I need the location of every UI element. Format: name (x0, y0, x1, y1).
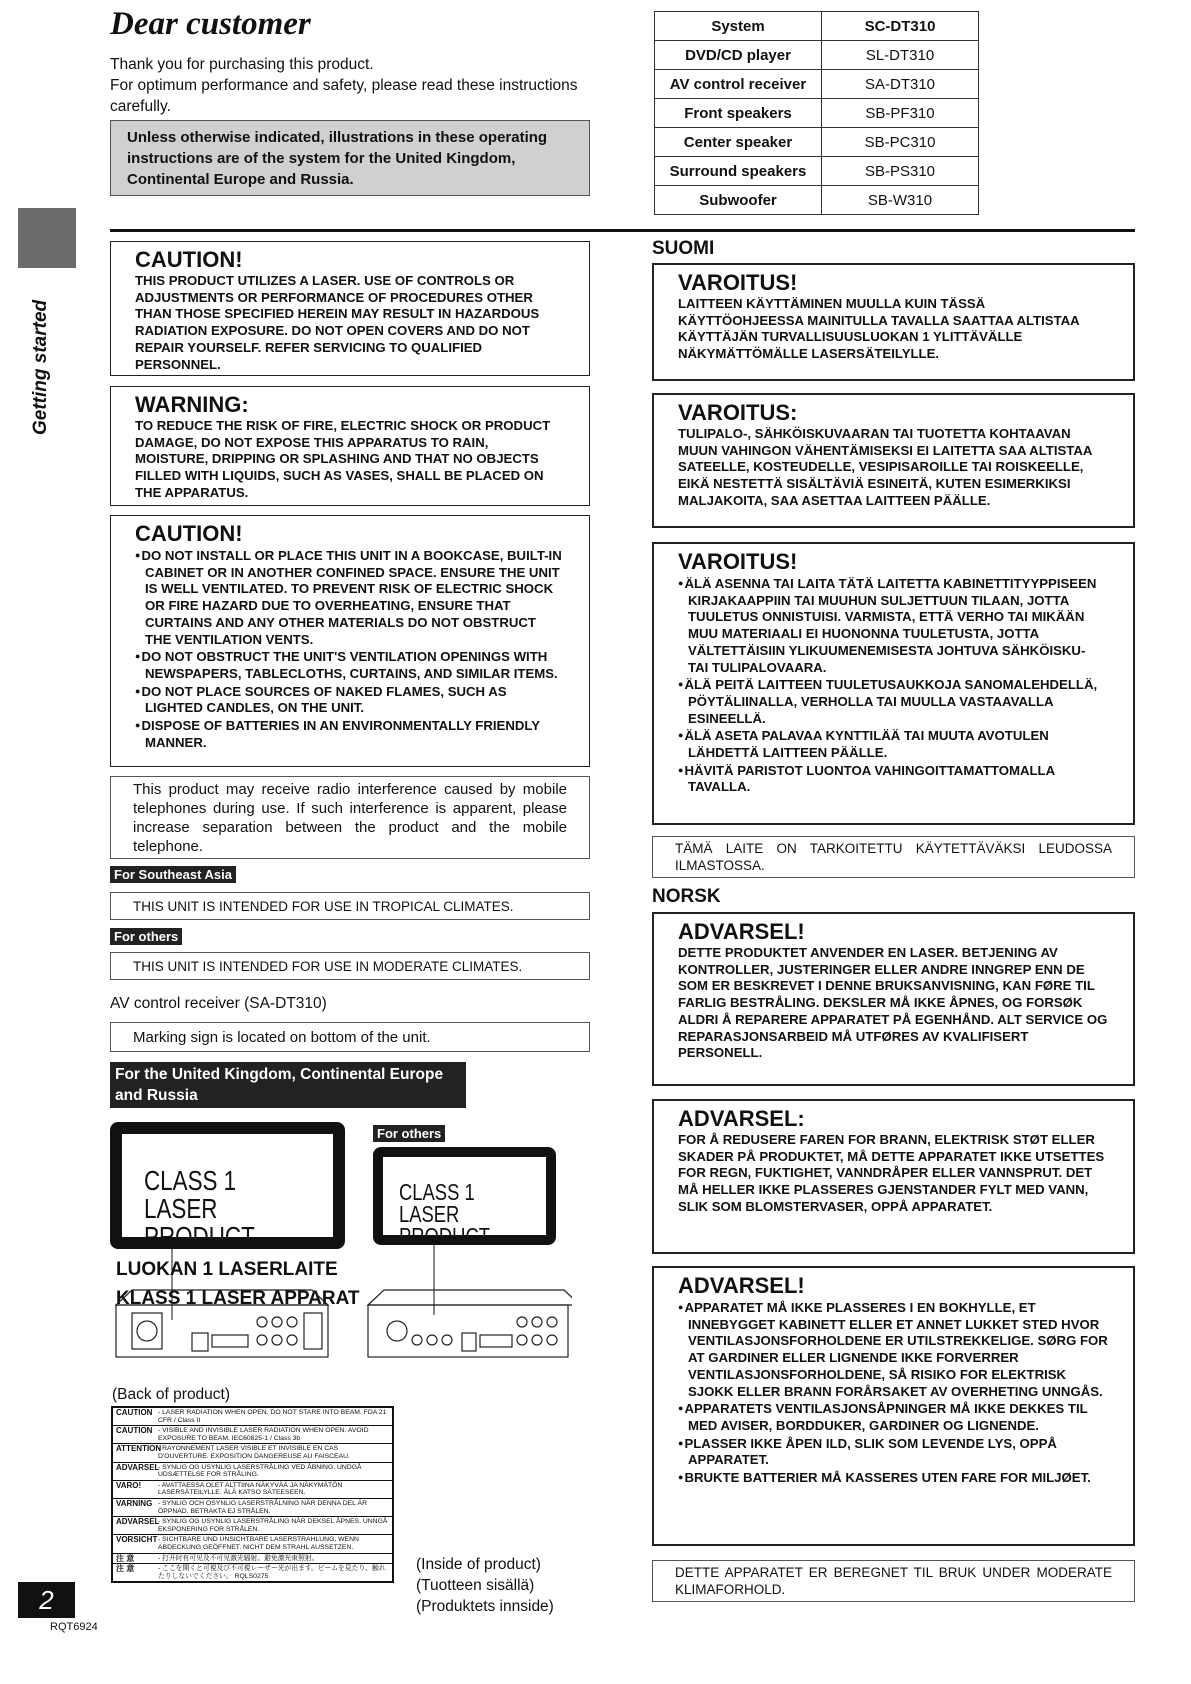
list-item: ● ÄLÄ PEITÄ LAITTEEN TUULETUSAUKKOJA SANOMALEHDELLÄ, PÖYTÄLIINALLA, VERHOLLA TAI MUULLA VASTAAVALLA ESINEELLÄ. (678, 676, 1109, 727)
document-code: RQT6924 (50, 1621, 98, 1633)
region-tag-others-2: For others (373, 1125, 445, 1142)
varoitus-text: LAITTEEN KÄYTTÄMINEN MUULLA KUIN TÄSSÄ KÄYTTÖOHJEESSA MAINITULLA TAVALLA SAATTAA ALTISTAA KÄYTTÄJÄN TURVALLISUUSLUOKAN 1 YLITTÄVÄLLE NÄKYMÄTTÖMÄLLE LASERSÄTEILYLLE. (678, 296, 1080, 362)
system-table-row (655, 157, 979, 186)
warning-label-row (113, 1564, 392, 1581)
laser-product-text: LASER PRODUCT (399, 1201, 490, 1249)
warning-label-key: 注 意 (116, 1564, 135, 1574)
region-tag-others: For others (110, 928, 182, 945)
warning-label-text: - SYNLIG OG USYNLIG LASERSTRÅLING VED ÅBNING. UNDGÅ UDSÆTTELSE FOR STRÅLING. (158, 1463, 362, 1479)
varoitus-ventilation-box (652, 542, 1135, 825)
page-number: 2 (18, 1582, 75, 1618)
caution-list (135, 547, 565, 751)
system-table-row (655, 70, 979, 99)
warning-label-row (113, 1535, 392, 1553)
caution-box (110, 241, 590, 376)
varoitus-heading: VAROITUS: (678, 400, 798, 425)
model-number: SB-PC310 (822, 128, 979, 157)
laser-class-text: CLASS 1 (399, 1179, 475, 1205)
inside-caption-en: (Inside of product) (416, 1556, 541, 1573)
laser-class-text: CLASS 1 (144, 1165, 237, 1196)
warning-label-key: ATTENTION (116, 1444, 162, 1454)
list-item: ● ÄLÄ ASETA PALAVAA KYNTTILÄÄ TAI MUUTA AVOTULEN LÄHDETTÄ LAITTEEN PÄÄLLE. (678, 727, 1109, 761)
varoitus-laser-box (652, 263, 1135, 381)
intro-line-1: Thank you for purchasing this product. (110, 56, 374, 73)
radio-interference-note: This product may receive radio interference caused by mobile telephones during use. If such interference is apparent, please increase separation between the product and the mobile telephone. (110, 776, 590, 859)
caution-text: THIS PRODUCT UTILIZES A LASER. USE OF CONTROLS OR ADJUSTMENTS OR PERFORMANCE OF PROCEDURES OTHER THAN THOSE SPECIFIED HEREIN MAY RESULT IN HAZARDOUS RADIATION EXPOSURE. DO NOT OPEN COVERS AND DO NOT REPAIR YOURSELF. REFER SERVICING TO QUALIFIED PERSONNEL. (135, 273, 540, 372)
warning-label-key: CAUTION (116, 1426, 153, 1436)
warning-label-row (113, 1426, 392, 1444)
finnish-laser-class: LUOKAN 1 LASERLAITE (116, 1259, 338, 1280)
region-tag-uk: For the United Kingdom, Continental Europe and Russia (110, 1062, 466, 1108)
system-table-row (655, 12, 979, 41)
advarsel-heading: ADVARSEL! (678, 919, 805, 944)
system-table-row (655, 99, 979, 128)
region-tag-asia: For Southeast Asia (110, 866, 236, 883)
warning-label-text: - SICHTBARE UND UNSICHTBARE LASERSTRAHLUNG, WENN ABDECKUNG GEÖFFNET. NICHT DEM STRAHL AUSSETZEN. (158, 1536, 359, 1551)
warning-label-text: - ここを開くと可視及び不可視レーザー光が出ます。ビームを見たり、触れたりしないでください。 RQLS0275 (158, 1565, 386, 1580)
inside-caption (416, 1554, 554, 1617)
warning-label-row (113, 1517, 392, 1535)
list-item: ● DO NOT PLACE SOURCES OF NAKED FLAMES, SUCH AS LIGHTED CANDLES, ON THE UNIT. (135, 683, 565, 717)
advarsel-text: FOR Å REDUSERE FAREN FOR BRANN, ELEKTRISK STØT ELLER SKADER PÅ PRODUKTET, MÅ DETTE APPARATET IKKE UTSETTES FOR REGN, FUKTIGHET, VANNDRÅPER ELLER VANNSPRUT. DET MÅ HELLER IKKE PLASSERES GJENSTANDER FYLT MED VANN, SLIK SOM BLOMSTERVASER, OPPÅ APPARATET. (678, 1132, 1105, 1214)
warning-label-row (113, 1408, 392, 1426)
component-name: Surround speakers (655, 157, 822, 186)
warning-label-key: VORSICHT (116, 1535, 158, 1545)
warning-label-key: ADVARSEL (116, 1462, 160, 1472)
moderate-climate-note: THIS UNIT IS INTENDED FOR USE IN MODERATE CLIMATES. (110, 952, 590, 980)
norsk-heading: NORSK (652, 886, 721, 907)
warning-box (110, 386, 590, 506)
warning-label-text: - LASER RADIATION WHEN OPEN. DO NOT STARE INTO BEAM. FDA 21 CFR / Class II (158, 1409, 387, 1424)
model-number: SA-DT310 (822, 70, 979, 99)
swedish-laser-class: KLASS 1 LASER APPARAT (116, 1288, 360, 1309)
component-name: Subwoofer (655, 186, 822, 215)
list-item: ● APPARATETS VENTILASJONSÅPNINGER MÅ IKKE DEKKES TIL MED AVISER, BORDDUKER, GARDINER OG LIGNENDE. (678, 1400, 1109, 1434)
list-item: ● DO NOT OBSTRUCT THE UNIT'S VENTILATION OPENINGS WITH NEWSPAPERS, TABLECLOTHS, CURTAINS, AND SIMILAR ITEMS. (135, 648, 565, 682)
suomi-climate-note: TÄMÄ LAITE ON TARKOITETTU KÄYTETTÄVÄKSI LEUDOSSA ILMASTOSSA. (652, 836, 1135, 878)
inside-caption-no: (Produktets innside) (416, 1598, 554, 1615)
varoitus-heading: VAROITUS! (678, 549, 798, 574)
advarsel-text: DETTE PRODUKTET ANVENDER EN LASER. BETJENING AV KONTROLLER, JUSTERINGER ELLER ANDRE INNGREP ENN DE SOM ER BESKREVET I DENNE BRUKSANVISNING, KAN FØRE TIL FARLIG BESTRÅLING. DEKSLER MÅ IKKE ÅPNES, OG FORSØK ALDRI Å REPARERE APPARATET PÅ EGENHÅND. ALT SERVICE OG REPARASJONSARBEID MÅ UTFØRES AV KVALIFISERT PERSONELL. (678, 945, 1108, 1061)
list-item: ● BRUKTE BATTERIER MÅ KASSERES UTEN FARE FOR MILJØET. (678, 1469, 1109, 1487)
component-name: Center speaker (655, 128, 822, 157)
list-item: ● DO NOT INSTALL OR PLACE THIS UNIT IN A BOOKCASE, BUILT-IN CABINET OR IN ANOTHER CONFINED SPACE. ENSURE THE UNIT IS WELL VENTILATED. TO PREVENT RISK OF ELECTRIC SHOCK OR FIRE HAZARD DUE TO OVERHEATING, ENSURE THAT CURTAINS AND ANY OTHER MATERIALS DO NOT OBSTRUCT THE VENTILATION VENTS. (135, 547, 565, 648)
suomi-heading: SUOMI (652, 238, 715, 259)
model-number: SB-PS310 (822, 157, 979, 186)
warning-label-row (113, 1554, 392, 1565)
warning-label-row (113, 1499, 392, 1517)
list-item: ● HÄVITÄ PARISTOT LUONTOA VAHINGOITTAMATTOMALLA TAVALLA. (678, 762, 1109, 796)
list-item: ● APPARATET MÅ IKKE PLASSERES I EN BOKHYLLE, ET INNEBYGGET KABINETT ELLER ET ANNET LUKKET STED HVOR VENTILASJONSFORHOLDENE ER UTILSTREKKELIGE. SØRG FOR AT GARDINER ELLER LIGNENDE IKKE FORVERRER VENTILASJONSFORHOLDENE, SÅ RISIKO FOR ELEKTRISK SJOKK ELLER BRANN FORÅRSAKET AV OVERHETING UNNGÅS. (678, 1299, 1109, 1400)
warning-label-key: CAUTION (116, 1408, 153, 1417)
list-item: ● PLASSER IKKE ÅPEN ILD, SLIK SOM LEVENDE LYS, OPPÅ APPARATET. (678, 1435, 1109, 1469)
warning-label-key: VARO! (116, 1480, 142, 1490)
back-of-product-caption: (Back of product) (112, 1386, 231, 1403)
warning-label-row (113, 1444, 392, 1462)
marking-note: Marking sign is located on bottom of the unit. (110, 1022, 590, 1052)
advarsel-ventilation-box (652, 1266, 1135, 1546)
warning-label-text: - VISIBLE AND INVISIBLE LASER RADIATION WHEN OPEN. AVOID EXPOSURE TO BEAM. IEC60825-1 / Class 3b (158, 1427, 369, 1442)
list-item: ● DISPOSE OF BATTERIES IN AN ENVIRONMENTALLY FRIENDLY MANNER. (135, 717, 565, 751)
warning-label-text: - AVATTAESSA OLET ALTTIINA NÄKYVÄÄ JA NÄKYMÄTÖN LASERSÄTEILYLLE. ÄLÄ KATSO SÄTEESEEN. (158, 1481, 343, 1497)
advarsel-heading: ADVARSEL: (678, 1106, 805, 1131)
model-number: SC-DT310 (822, 12, 979, 41)
warning-heading: WARNING: (135, 392, 249, 417)
back-of-product-illustration (112, 1245, 572, 1375)
list-item: ● ÄLÄ ASENNA TAI LAITA TÄTÄ LAITETTA KABINETTITYYPPISEEN KIRJAKAAPPIIN TAI MUUHUN SULJETTUUN TILAAN, JOTTA TUULETUS ONNISTUISI. VARMISTA, ETTÄ VERHO TAI MIKÄÄN MUU MATERIAALI EI HUONONNA TUULETUSTA, JOTTA VÄLTETTÄISIIN YLIKUUMENEMISESTA JOHTUVA SÄHKÖISKU- TAI TULIPALOVAARA. (678, 575, 1109, 676)
caution-heading: CAUTION! (135, 521, 243, 546)
laser-label-large (110, 1122, 345, 1252)
page-title: Dear customer (110, 6, 311, 42)
system-table-row (655, 128, 979, 157)
component-name: System (655, 12, 822, 41)
av-receiver-label: AV control receiver (SA-DT310) (110, 995, 327, 1012)
warning-label-row (113, 1481, 392, 1499)
system-table-row (655, 41, 979, 70)
caution-heading: CAUTION! (135, 247, 243, 272)
warning-label-text: - RAYONNEMENT LASER VISIBLE ET INVISIBLE EN CAS D'OUVERTURE. EXPOSITION DANGEREUSE AU FAISCEAU. (158, 1445, 350, 1460)
system-table-row (655, 186, 979, 215)
norsk-climate-note: DETTE APPARATET ER BEREGNET TIL BRUK UNDER MODERATE KLIMAFORHOLD. (652, 1560, 1135, 1602)
component-name: DVD/CD player (655, 41, 822, 70)
varoitus-text: TULIPALO-, SÄHKÖISKUVAARAN TAI TUOTETTA KOHTAAVAN MUUN VAHINGON VÄHENTÄMISEKSI EI LAITETTA SAA ALTISTAA SATEELLE, KOSTEUDELLE, VESIPISAROILLE TAI ROISKEELLE, EIKÄ NESTETTÄ SISÄLTÄVIÄ ESINEITÄ, KUTEN ESIMERKIKSI MALJAKOITA, SAA ASETTAA LAITTEEN PÄÄLLE. (678, 426, 1092, 508)
model-number: SL-DT310 (822, 41, 979, 70)
intro-text (110, 54, 600, 117)
warning-label-key: 注 意 (116, 1553, 135, 1563)
warning-label-text: - 打开时有可见及不可见激光辐射。避免激光束照射。 (158, 1554, 319, 1562)
component-name: AV control receiver (655, 70, 822, 99)
warning-text: TO REDUCE THE RISK OF FIRE, ELECTRIC SHOCK OR PRODUCT DAMAGE, DO NOT EXPOSE THIS APPARATUS TO RAIN, MOISTURE, DRIPPING OR SPLASHING AND THAT NO OBJECTS FILLED WITH LIQUIDS, SUCH AS VASES, SHALL BE PLACED ON THE APPARATUS. (135, 418, 551, 500)
varoitus-list (678, 575, 1109, 796)
warning-label-key: ADVARSEL (116, 1517, 160, 1527)
warning-label-key: VARNING (116, 1498, 153, 1508)
inside-warning-label (111, 1406, 394, 1583)
tropical-climate-note: THIS UNIT IS INTENDED FOR USE IN TROPICAL CLIMATES. (110, 892, 590, 920)
advarsel-fire-box (652, 1099, 1135, 1254)
system-table (654, 11, 979, 215)
warning-label-text: - SYNLIG OCH OSYNLIG LASERSTRÅLNING NÄR DENNA DEL ÄR ÖPPNAD. BETRAKTA EJ STRÅLEN. (158, 1499, 367, 1515)
varoitus-fire-box (652, 393, 1135, 528)
caution-ventilation-box (110, 515, 590, 767)
illustration-note: Unless otherwise indicated, illustrations in these operating instructions are of the system for the United Kingdom, Continental Europe and Russia. (110, 120, 590, 196)
advarsel-laser-box (652, 912, 1135, 1086)
inside-caption-fi: (Tuotteen sisällä) (416, 1577, 535, 1594)
advarsel-list (678, 1299, 1109, 1487)
model-number: SB-PF310 (822, 99, 979, 128)
warning-label-text: - SYNLIG OG USYNLIG LASERSTRÅLING NÅR DEKSEL ÅPNES. UNNGÅ EKSPONERING FOR STRÅLEN. (158, 1518, 388, 1533)
component-name: Front speakers (655, 99, 822, 128)
divider (110, 229, 1135, 232)
intro-line-2: For optimum performance and safety, please read these instructions carefully. (110, 77, 578, 115)
section-label: Getting started (30, 299, 51, 435)
laser-product-text: LASER PRODUCT (144, 1193, 255, 1252)
warning-label-row (113, 1463, 392, 1481)
model-number: SB-W310 (822, 186, 979, 215)
laser-label-small (373, 1147, 556, 1249)
advarsel-heading: ADVARSEL! (678, 1273, 805, 1298)
varoitus-heading: VAROITUS! (678, 270, 798, 295)
